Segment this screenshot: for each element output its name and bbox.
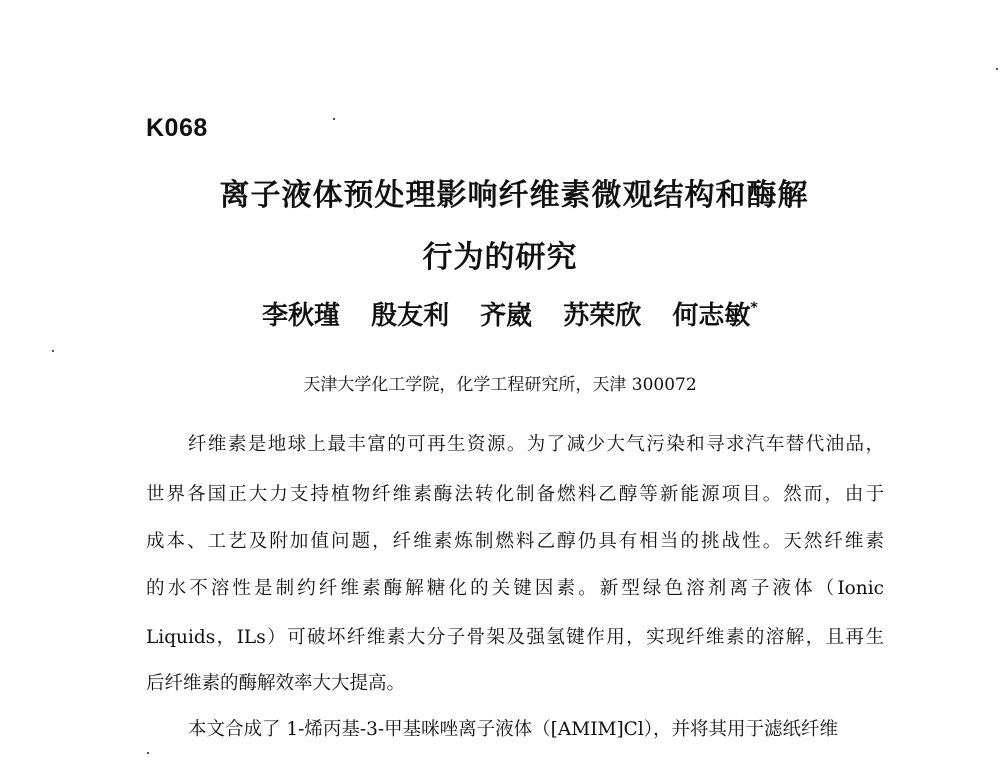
body-line: 本文合成了 1-烯丙基-3-甲基咪唑离子液体（[AMIM]Cl），并将其用于滤纸纤维 <box>188 719 838 740</box>
paper-title-line-1: 离子液体预处理影响纤维素微观结构和酶解 <box>219 178 809 213</box>
body-line: 的水不溶性是制约纤维素酶解糖化的关键因素。新型绿色溶剂离子液体（Ionic <box>146 578 884 599</box>
scan-speck <box>147 752 149 754</box>
author-name: 殷友利 <box>371 301 450 331</box>
body-line: 世界各国正大力支持植物纤维素酶法转化制备燃料乙醇等新能源项目。然而，由于 <box>146 484 884 505</box>
affiliation: 天津大学化工学院，化学工程研究所，天津 300072 <box>303 375 697 395</box>
author-name: 何志敏 <box>672 301 751 331</box>
body-line: Liquids，ILs）可破坏纤维素大分子骨架及强氢键作用，实现纤维素的溶解，且再生 <box>146 627 884 648</box>
abstract-code: K068 <box>146 114 208 142</box>
author-name: 苏荣欣 <box>563 301 642 331</box>
body-line: 成本、工艺及附加值问题，纤维素炼制燃料乙醇仍具有相当的挑战性。天然纤维素 <box>146 531 884 552</box>
author-name: 齐崴 <box>480 301 533 331</box>
corresponding-author-mark: * <box>750 300 758 316</box>
scan-speck <box>996 68 998 70</box>
author-name: 李秋瑾 <box>262 301 341 331</box>
scan-speck <box>52 350 54 352</box>
scan-speck <box>333 118 335 120</box>
author-list <box>262 295 758 332</box>
paper-title-line-2: 行为的研究 <box>422 240 578 275</box>
body-line: 后纤维素的酶解效率大大提高。 <box>146 673 406 694</box>
corresponding-author <box>672 301 757 331</box>
body-line: 纤维素是地球上最丰富的可再生资源。为了减少大气污染和寻求汽车替代油品， <box>188 434 884 455</box>
